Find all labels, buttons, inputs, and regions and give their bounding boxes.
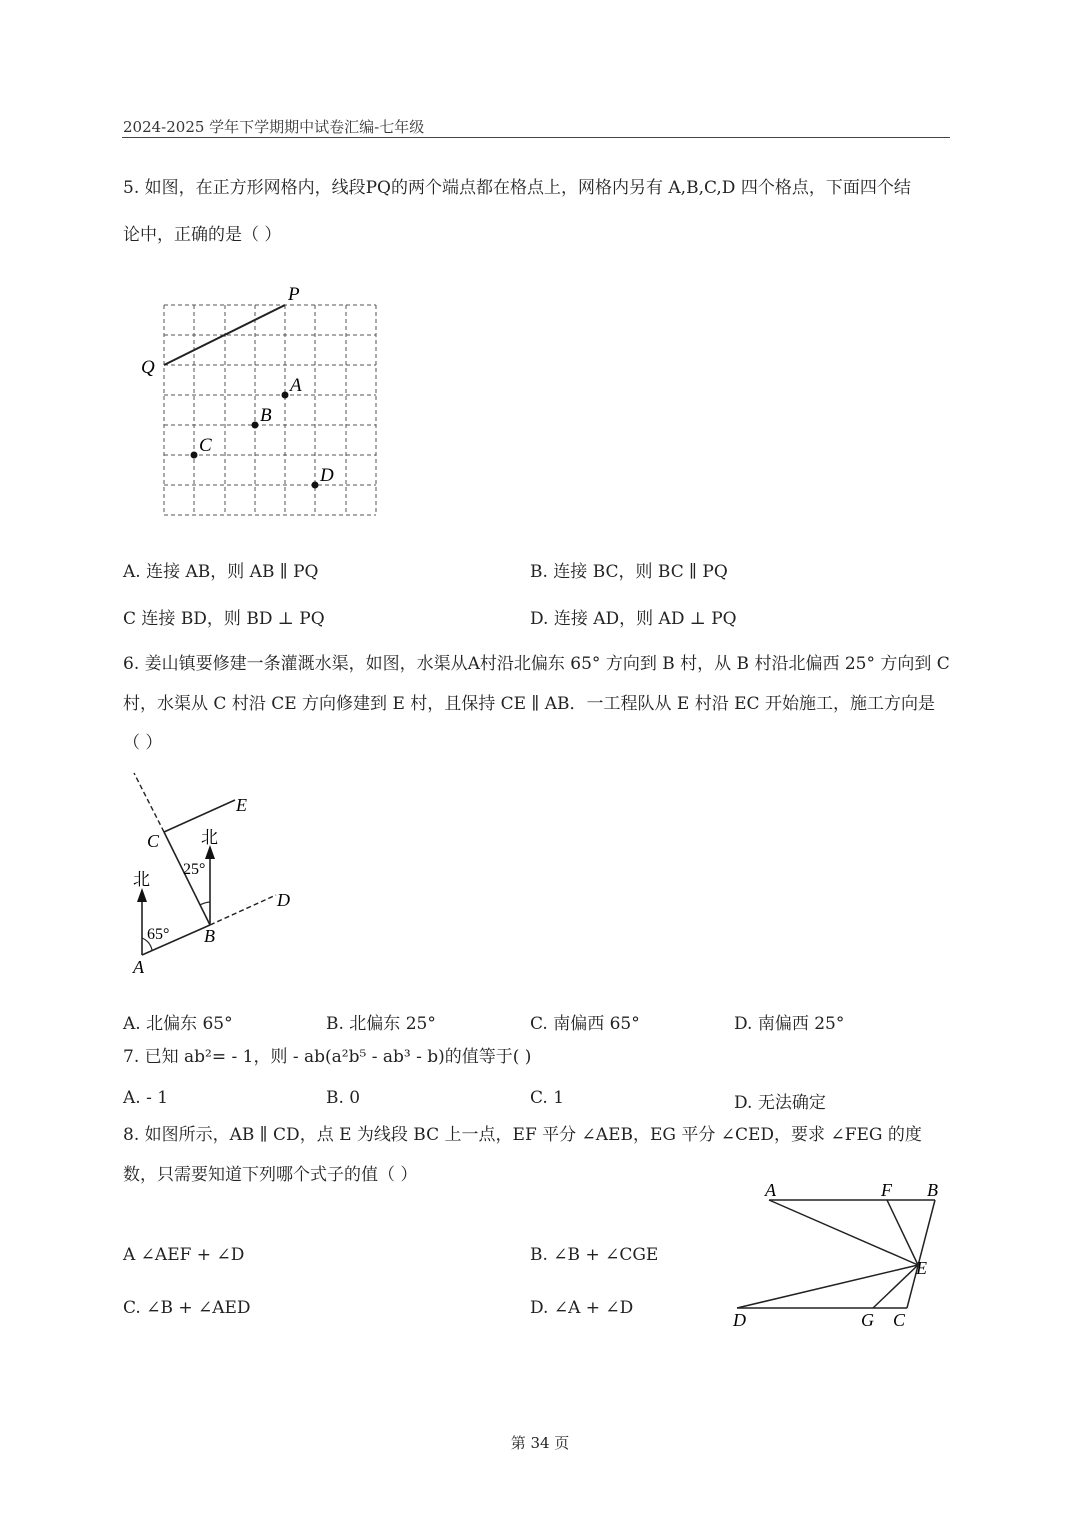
label-c: C (199, 435, 212, 456)
label-d: D (733, 1310, 746, 1330)
q7-option-b: B. 0 (326, 1088, 361, 1108)
label-g: G (861, 1310, 874, 1330)
point-c (191, 452, 198, 459)
q8-stem-line1: 8. 如图所示，AB ∥ CD，点 E 为线段 BC 上一点，EF 平分 ∠AEB，EG 平分 ∠CED，要求 ∠FEG 的度 (123, 1125, 922, 1145)
q6-canal-figure (120, 770, 310, 980)
label-p: P (288, 284, 300, 305)
q6-stem-line3: （ ） (123, 733, 163, 753)
label-d: D (277, 890, 290, 910)
point-b (252, 422, 259, 429)
label-c: C (147, 831, 160, 851)
q8-option-d: D. ∠A + ∠D (530, 1298, 634, 1318)
q8-figure (725, 1175, 950, 1335)
q5-option-c: C 连接 BD，则 BD ⊥ PQ (123, 609, 325, 629)
q7-stem: 7. 已知 ab²= - 1，则 - ab(a²b⁵ - ab³ - b)的值等于( ) (123, 1047, 532, 1067)
page-number: 第 34 页 (510, 1434, 570, 1452)
q6-option-d: D. 南偏西 25° (734, 1014, 845, 1034)
label-f: F (881, 1180, 892, 1200)
q7-option-a: A. - 1 (123, 1088, 169, 1108)
north-label-b: 北 (201, 828, 218, 847)
label-b: B (204, 926, 215, 946)
q5-option-a: A. 连接 AB，则 AB ∥ PQ (123, 562, 319, 582)
label-a: A (133, 957, 144, 977)
label-d: D (320, 465, 334, 486)
label-a: A (765, 1180, 776, 1200)
q5-stem-line1: 5. 如图，在正方形网格内，线段PQ的两个端点都在格点上，网格内另有 A,B,C,D 四个格点，下面四个结 (123, 178, 911, 198)
q6-option-c: C. 南偏西 65° (530, 1014, 640, 1034)
label-b: B (927, 1180, 938, 1200)
q6-stem-line1: 6. 姜山镇要修建一条灌溉水渠，如图，水渠从A村沿北偏东 65° 方向到 B 村，从 B 村沿北偏西 25° 方向到 C (123, 654, 950, 674)
q7-option-d: D. 无法确定 (734, 1093, 826, 1113)
angle-25-label: 25° (183, 861, 206, 878)
q8-option-c: C. ∠B + ∠AED (123, 1298, 251, 1318)
q5-stem-line2: 论中，正确的是（ ） (123, 225, 282, 245)
q5-grid-figure (130, 280, 390, 530)
north-label-a: 北 (133, 870, 150, 889)
q6-stem-line2: 村，水渠从 C 村沿 CE 方向修建到 E 村，且保持 CE ∥ AB．一工程队从 E 村沿 EC 开始施工，施工方向是 (123, 694, 935, 714)
angle-65-label: 65° (147, 926, 170, 943)
q8-stem-line2: 数，只需要知道下列哪个式子的值（ ） (123, 1165, 418, 1185)
label-e: E (916, 1258, 927, 1278)
point-d (312, 482, 319, 489)
q8-option-a: A ∠AEF + ∠D (123, 1245, 245, 1265)
label-e: E (236, 795, 247, 815)
header-rule (122, 137, 950, 138)
label-b: B (260, 405, 272, 426)
point-a (282, 392, 289, 399)
q5-option-b: B. 连接 BC，则 BC ∥ PQ (530, 562, 728, 582)
q6-option-b: B. 北偏东 25° (326, 1014, 436, 1034)
q7-option-c: C. 1 (530, 1088, 565, 1108)
q6-option-a: A. 北偏东 65° (123, 1014, 233, 1034)
label-q: Q (141, 357, 155, 378)
q5-option-d: D. 连接 AD，则 AD ⊥ PQ (530, 609, 737, 629)
label-a: A (290, 375, 302, 396)
page-header: 2024-2025 学年下学期期中试卷汇编-七年级 (123, 118, 425, 136)
q8-option-b: B. ∠B + ∠CGE (530, 1245, 659, 1265)
label-c: C (893, 1310, 906, 1330)
